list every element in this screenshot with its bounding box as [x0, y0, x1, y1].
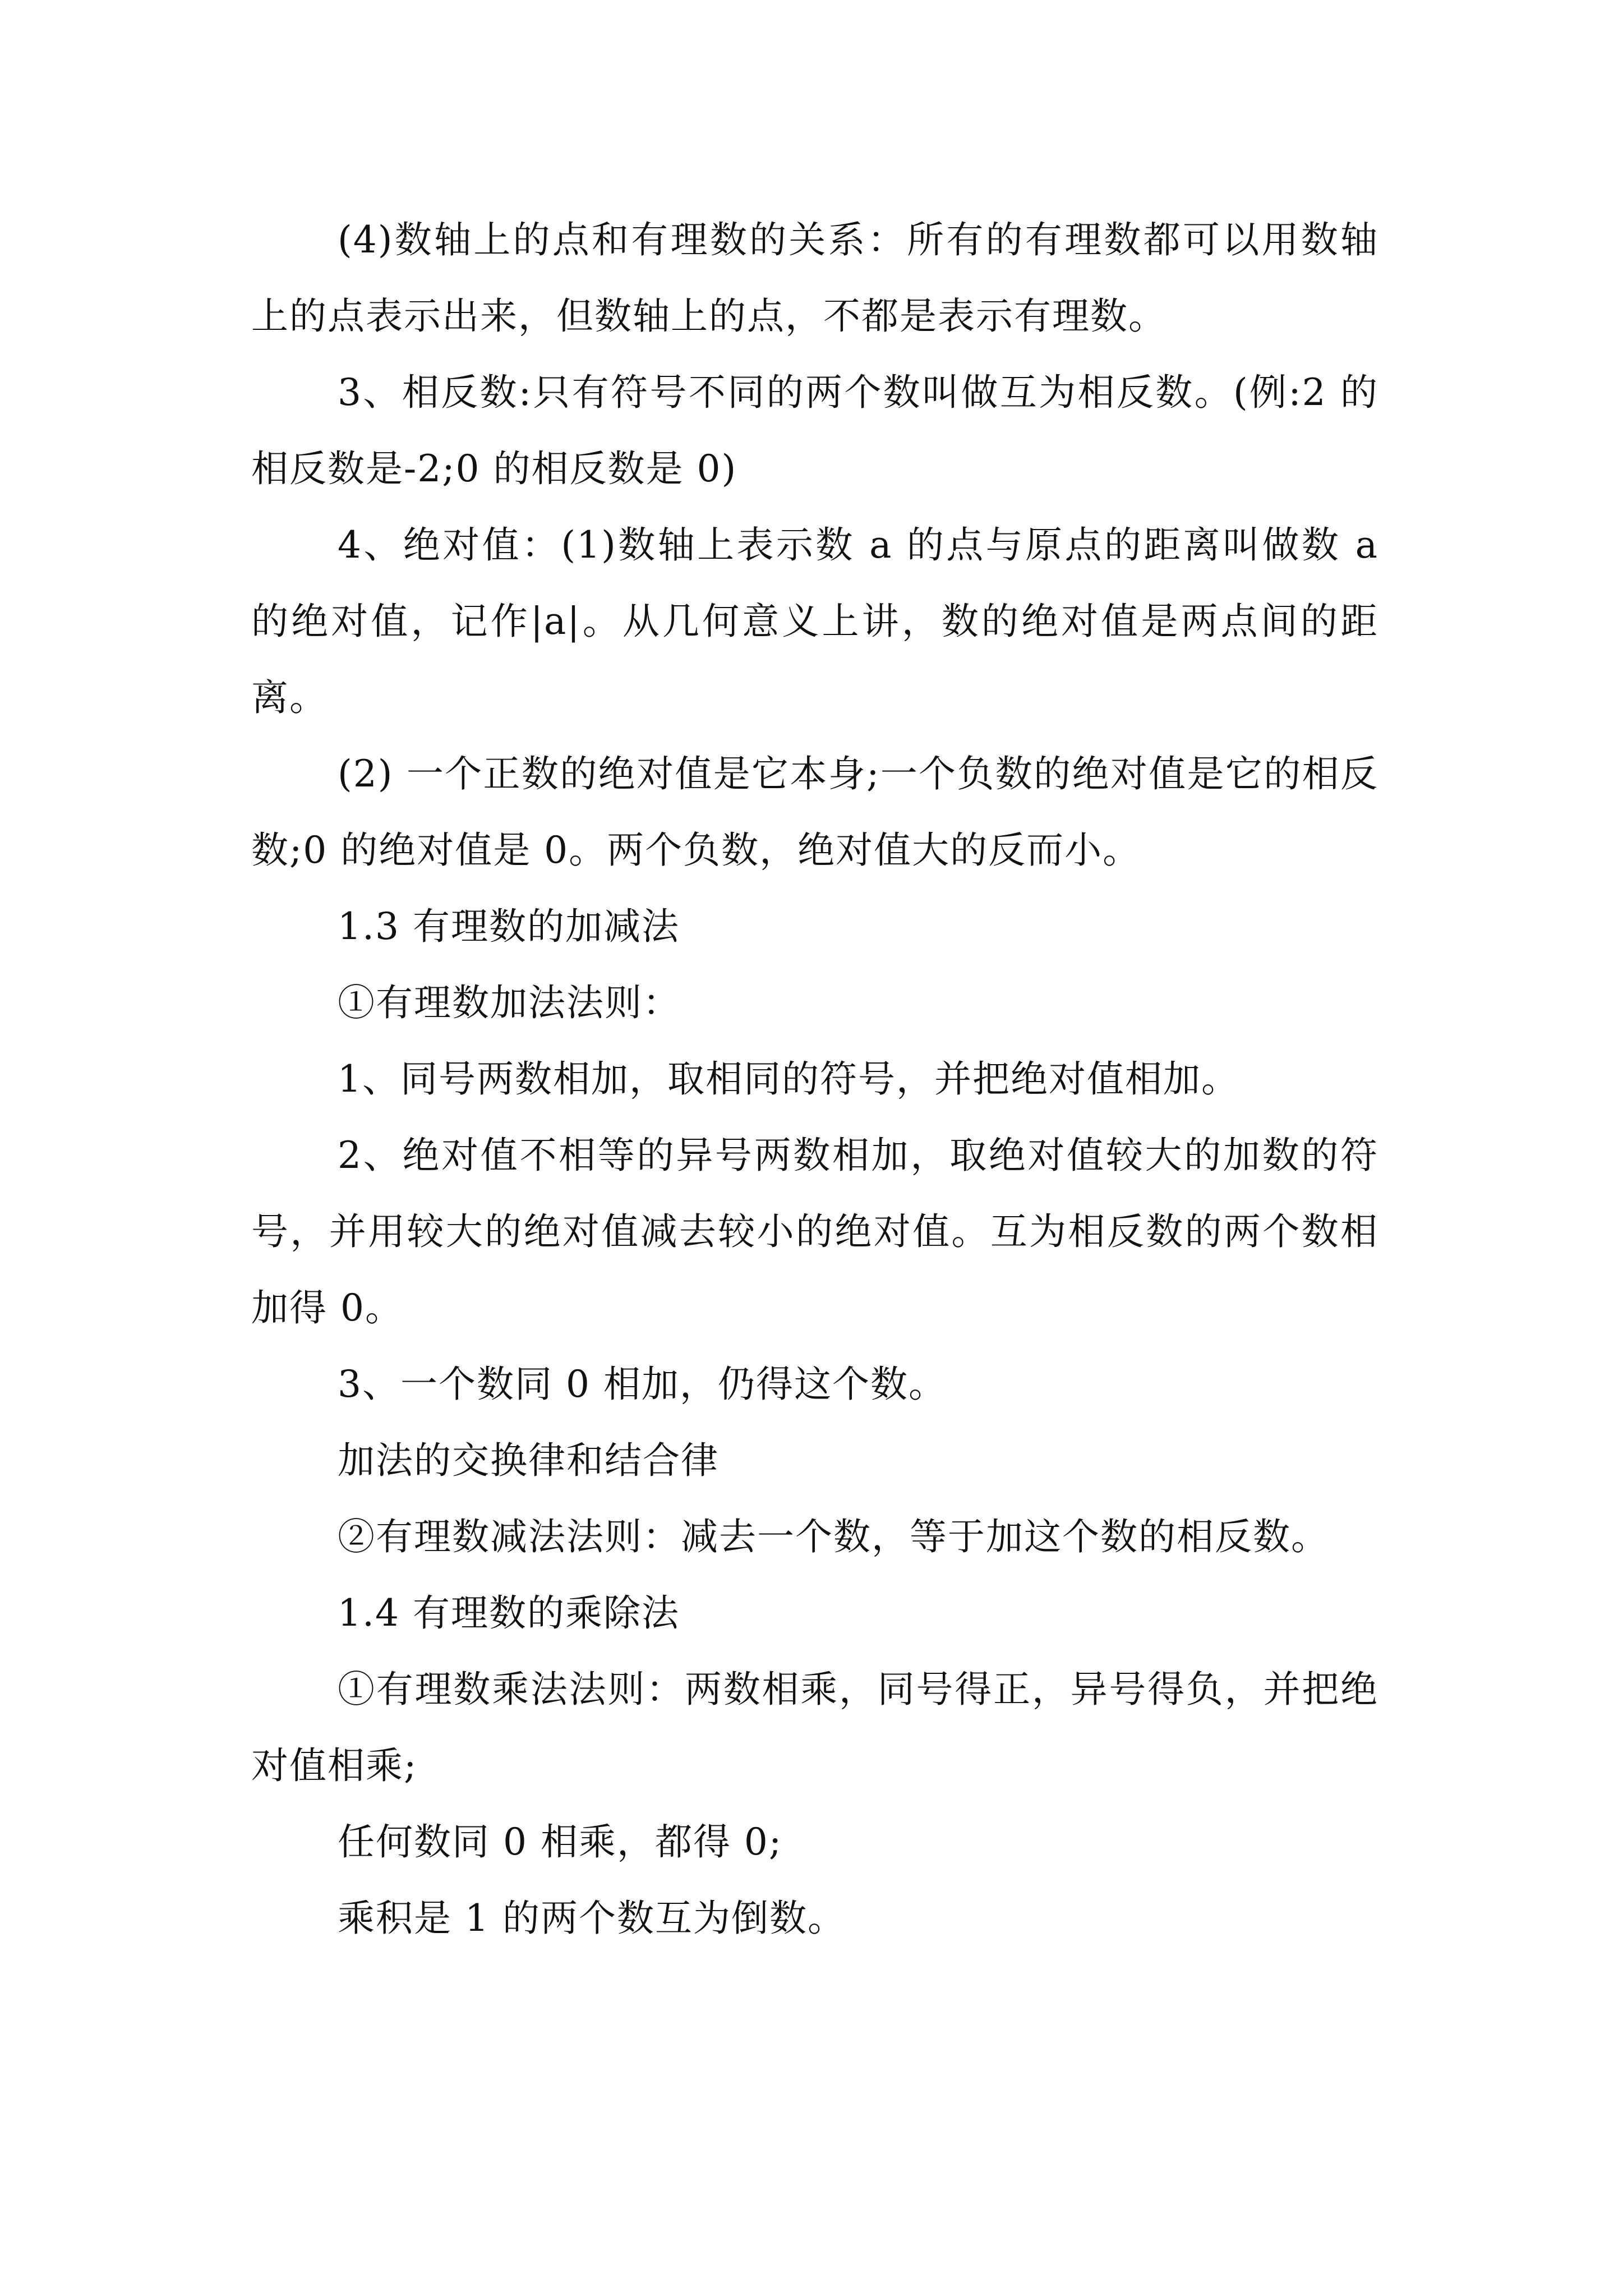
paragraph-subtraction-rule: ②有理数减法法则：减去一个数，等于加这个数的相反数。: [338, 1515, 1329, 1558]
paragraph-absolute-value-rules: (2) 一个正数的绝对值是它本身;一个负数的绝对值是它的相反数;0 的绝对值是 0。两个负数，绝对值大的反而小。: [251, 752, 1378, 872]
paragraph-multiply-by-zero: 任何数同 0 相乘，都得 0;: [338, 1820, 783, 1864]
section-heading-multiplication-division: 1.4 有理数的乘除法: [338, 1591, 680, 1635]
paragraph-addition-rule-1: 1、同号两数相加，取相同的符号，并把绝对值相加。: [338, 1057, 1239, 1101]
paragraph-opposite-numbers: 3、相反数:只有符号不同的两个数叫做互为相反数。(例:2 的相反数是-2;0 的相反数是 0): [251, 371, 1378, 490]
paragraph-addition-rule-2: 2、绝对值不相等的异号两数相加，取绝对值较大的加数的符号，并用较大的绝对值减去较小的绝对值。互为相反数的两个数相加得 0。: [251, 1134, 1378, 1329]
document-page: [251, 202, 1378, 1957]
section-heading-addition-subtraction: 1.3 有理数的加减法: [338, 905, 680, 948]
paragraph-number-line-relation: (4)数轴上的点和有理数的关系：所有的有理数都可以用数轴上的点表示出来，但数轴上的点，不都是表示有理数。: [251, 218, 1378, 338]
paragraph-addition-rule-title: ①有理数加法法则：: [338, 981, 681, 1024]
paragraph-absolute-value-definition: 4、绝对值：(1)数轴上表示数 a 的点与原点的距离叫做数 a 的绝对值，记作|a|。从几何意义上讲，数的绝对值是两点间的距离。: [251, 523, 1378, 719]
paragraph-multiplication-rule: ①有理数乘法法则：两数相乘，同号得正，异号得负，并把绝对值相乘;: [251, 1668, 1378, 1787]
paragraph-addition-laws: 加法的交换律和结合律: [338, 1439, 719, 1482]
paragraph-addition-rule-3: 3、一个数同 0 相加，仍得这个数。: [338, 1363, 947, 1406]
paragraph-reciprocals: 乘积是 1 的两个数互为倒数。: [338, 1897, 846, 1940]
